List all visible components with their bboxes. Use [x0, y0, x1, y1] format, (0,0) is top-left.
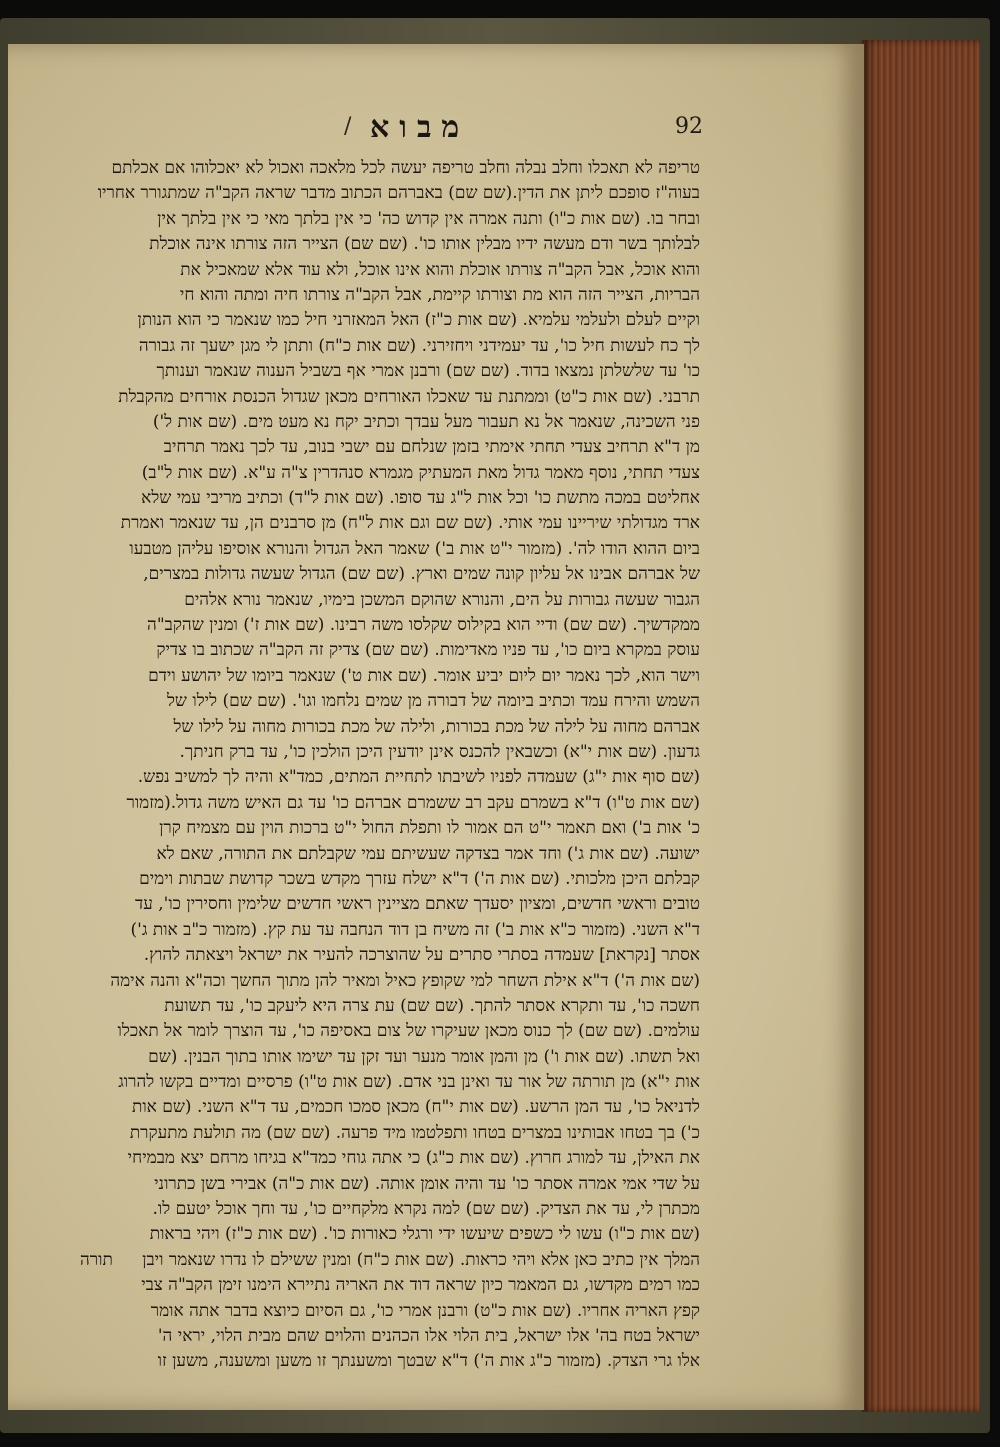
text-line: כמו רמים מקדשו, גם המאמר כיון שראה דוד את האריה נתיירא הימנו זימן הקב"ה צבי — [141, 1275, 700, 1296]
text-line: טובים וראשי חדשים, ומציון יסעדך שאתם מציינין ראשי חדשים שלימין וחסירין כו', עד — [135, 894, 700, 915]
text-line: כ' אות ב') ואם תאמר י"ט הם אמור לו ותפלת החול י"ט ברכות הוין עם מצמיח קרן — [159, 818, 700, 839]
text-line: לבלותך בשר ודם מעשה ידיו מבלין אותו כו'. (שם שם) הצייר הזה צורתו אינה אוכלת — [149, 234, 700, 255]
text-line: כו' עד שלשלתן נמצאו בדוד. (שם שם) ורבנן אמרי אף בשביל הענוה שנאמר וענותך — [156, 361, 700, 382]
text-line: הבריות, הצייר הזה הוא מת וצורתו קיימת, אבל הקב"ה צורתו חיה ומתה והוא חי — [179, 284, 700, 305]
text-line: אברהם מחוה על לילה של מכת בכורות, ולילה של מכת בכורות מחוה על לילו של — [173, 716, 700, 737]
text-line: הגבור שעשה גבורות על הים, והנורא שהוקם המשכן בימיו, שנאמר נורא אלהים — [184, 589, 700, 610]
text-line: כ') בך בטחו אבותינו במצרים בטחו ותפלטמו מיד פרעה. (שם שם) מה תולעת מתעקרת — [129, 1122, 700, 1143]
text-line: עולמים. (שם שם) לך כנוס מכאן שעיקרו של צום באסיפה כו', עד הוצרך לומר אל תאכלו — [117, 1021, 700, 1042]
text-line: (שם סוף אות י"ג) שעמדה לפניו לשיבתו לתחיית המתים, כמד"א והיה לך למשיב נפש. — [137, 767, 700, 788]
text-line: והוא אוכל, אבל הקב"ה צורתו אוכלת והוא אינו אוכל, ולא עוד אלא שמאכיל את — [180, 259, 700, 280]
text-line: ארד מגדולתי שיריינו עמי אותי. (שם שם וגם אות ל"ח) מן סרבנים הן, עד שנאמר ואמרת — [120, 513, 700, 534]
text-line: פני השכינה, שנאמר אל נא תעבור מעל עבדך וכתיב יקח נא מעט מים. (שם אות ל') — [152, 411, 700, 432]
text-line: (שם אות ט"ו) ד"א בשמרם עקב רב ששמרם אברהם כו' עד גם האיש משה גדול.(מזמור — [126, 792, 700, 813]
printer-mark: / — [344, 114, 352, 139]
text-line: לך כח לעשות חיל כו', עד יעמידני ויחזירני. (שם אות כ"ח) ותתן לי מגן ישעך זה גבורה — [138, 335, 700, 356]
text-line: וישר הוא, לכך נאמר יום ליום יביע אומר. (שם אות ט') שנאמר ביומו של יהושע וידם — [148, 665, 700, 686]
text-line: ובחר בו. (שם אות כ"ו) ותנה אמרה אין קדוש כה' כי אין בלתך מאי כי אין בלתך אין — [157, 208, 700, 229]
text-line: וקיים לעלם ולעלמי עלמיא. (שם אות כ"ז) האל המאזרני חיל כמו שנאמר כי הוא הנותן — [137, 310, 700, 331]
text-line: צעדי תחתי, נוסף מאמר גדול מאת המעתיק מגמרא סנהדרין צ"ה ע"א. (שם אות ל"ב) — [141, 462, 700, 483]
text-line: ממקדשיך. (שם שם) ודיי הוא בקילוס שקלסו משה רבינו. (שם אות ז') ומנין שהקב"ה — [147, 615, 700, 636]
text-line: בעוה"ז סופכם ליתן את הדין.(שם שם) באברהם הכתוב מדבר שראה הקב"ה שמתגורר אחריו — [97, 183, 700, 204]
text-line: המלך אין כתיב כאן אלא ויהי כראות. (שם אות כ"ח) ומנין ששילם לו נדרו שנאמר ויבן — [142, 1249, 700, 1270]
text-line: חשכה כו', עד ותקרא אסתר להתך. (שם שם) עת צרה היא ליעקב כו', עד תשועת — [164, 995, 700, 1016]
page-header — [70, 110, 703, 150]
text-line: ישראל בטח בה' אלו ישראל, בית הלוי אלו הכהנים והלוים שהם מבית הלוי, יראי ה' — [157, 1325, 700, 1346]
text-line: השמש והירח עמד וכתיב ביומה של דבורה מן שמים נלחמו וגו'. (שם שם) לילו של — [166, 691, 700, 712]
text-line: תרבני. (שם אות כ"ט) וממתנת עד שאכלו האורחים מכאן שגדול הכנסת אורחים מהקבלת — [118, 386, 700, 407]
text-line: על שדי אמי אמרה אסתר כו' עד והיה אומן אותה. (שם אות כ"ה) אבירי בשן כתרוני — [154, 1173, 700, 1194]
text-line: אחליטם במכה מתשת כו' וכל אות ל"ג עד סופו. (שם אות ל"ד) וכתיב מריבי עמי שלא — [141, 488, 700, 509]
catchword: תורה — [80, 1250, 113, 1270]
text-line: ד"א השני. (מזמור כ"א אות ב') זה משיח בן דוד הנחבה עד עת קץ. (מזמור כ"ב אות ג') — [130, 919, 700, 940]
text-line: (שם אות ה') ד"א אילת השחר למי שקופץ כאיל ומאיר להן מתוך החשך וכה"א והנה אימה — [110, 970, 700, 991]
text-line: מן ד"א תרחיב צעדי תחתי אימתי בזמן שנלחם עם ישבי בנוב, עד לכך נאמר תרחיב — [163, 437, 700, 458]
text-line: ביום ההוא הודו לה'. (מזמור י"ט אות ב') שאמר האל הגדול והנורא אוסיפו עליהן מטבעו — [129, 538, 700, 559]
text-line: ואל תשתו. (שם אות ו') מן והמן אומר מנער ועד זקן עד ישימו אותו בתוך הבנין. (שם — [148, 1046, 700, 1067]
text-line: את האילן, עד למורג חרוץ. (שם אות כ"ג) כי אתה גוחי כמד"א בגיחו מרחם יצא מבמיחי — [127, 1148, 700, 1169]
text-line: של אברהם אבינו אל עליון קונה שמים וארץ. (שם שם) הגדול שעשה גדולות במצרים, — [143, 564, 700, 585]
text-line: מכתרן לי, עד את הצדיק. (שם שם) למה נקרא מלקחיים כו', עד וחך אוכל יטעם לו. — [152, 1199, 700, 1220]
text-line: עוסק במקרא ביום כו', עד פניו מאדימות. (שם שם) צדיק זה הקב"ה שכתוב בו צדיק — [156, 640, 700, 661]
page-edges — [862, 40, 980, 1412]
text-line: ישועה. (שם אות ג') וחד אמר בצדקה שעשיתם עמי שקבלתם את התורה, שאם לא — [156, 843, 700, 864]
text-line: טריפה לא תאכלו וחלב נבלה וחלב טריפה יעשה לכל מלאכה ואכול לא יאכלוהו אם אכלתם — [111, 158, 700, 178]
text-line: גדעון. (שם אות י"א) וכשבאין להכנס אינן יודעין היכן הולכין כו', עד ברק חניתך. — [179, 741, 700, 762]
page-number: 92 — [675, 114, 703, 139]
body-text — [80, 156, 700, 1375]
text-line: קבלתם היכן מלכותי. (שם אות ה') ד"א ישלח עזרך מקדש בשכר קדושת שבתות וימים — [139, 868, 700, 889]
text-line: אסתר [נקראת] שעמדה בסתרי סתרים על שהוצרכה להעיר את ישראל ויצאתה להוץ. — [143, 945, 700, 966]
text-line: אלו גרי הצדק. (מזמור כ"ג אות ה') ד"א שבטך ומשענתך זו משען ומשענה, משען זו — [157, 1351, 700, 1372]
text-line: (שם אות כ"ו) עשו לי כשפים שיעשו ידי ורגלי כאורות כו'. (שם אות כ"ז) ויהי בראות — [149, 1224, 700, 1245]
text-line: קפץ האריה אחריו. (שם אות כ"ט) ורבנן אמרי כו', גם הסיום כיוצא בדבר אתה אומר — [150, 1300, 700, 1321]
running-title: מבוא — [370, 110, 470, 145]
text-line: לדניאל כו', עד המן הרשע. (שם אות י"ח) מכאן סמכו חכמים, עד ד"א השני. (שם אות — [131, 1097, 700, 1118]
text-line: אות י"א) מן תורתה של אור עד ואינן בני אדם. (שם אות ט"ו) פרסיים ומדיים בקשו להרוג — [118, 1072, 700, 1093]
